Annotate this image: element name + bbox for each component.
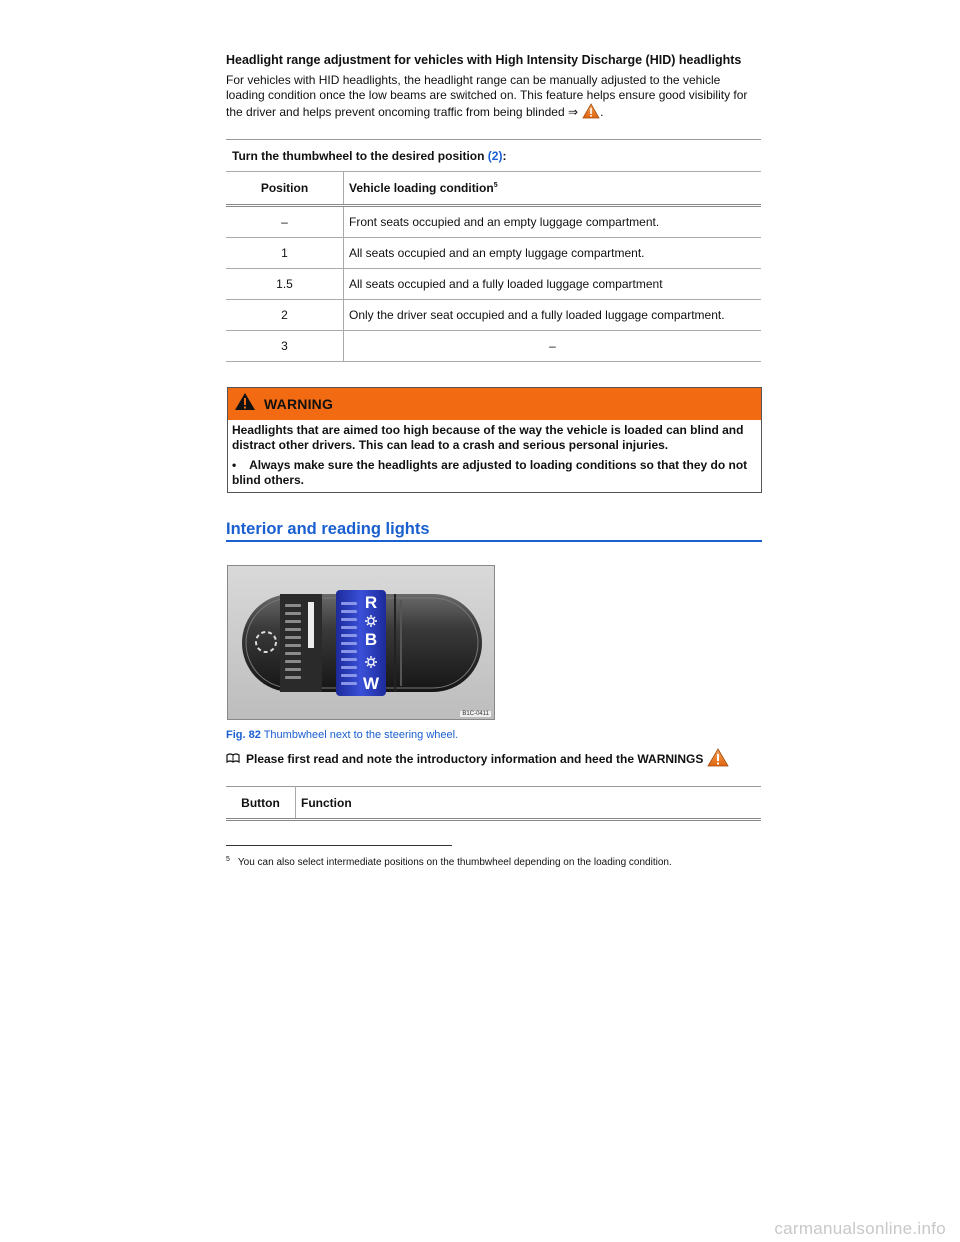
- table-row: [226, 331, 761, 362]
- read-note-text: Please first read and note the introductory information and heed the WARNINGS: [246, 752, 704, 766]
- warning-triangle-icon[interactable]: [582, 103, 600, 123]
- intro-paragraph: [226, 73, 762, 123]
- warning-label: WARNING: [264, 396, 334, 412]
- warning-triangle-icon[interactable]: [707, 748, 729, 770]
- position-cell: 2: [226, 300, 344, 331]
- loading-condition-table: [226, 139, 761, 362]
- table-header-row: [226, 172, 761, 206]
- caption-colon: :: [502, 148, 507, 163]
- caption-ref-link[interactable]: (2): [487, 148, 503, 163]
- warning-box: [227, 387, 762, 493]
- table-header-row: [226, 787, 761, 820]
- table-caption-row: [226, 140, 761, 172]
- warning-triangle-icon: [234, 392, 256, 416]
- position-cell: –: [226, 206, 344, 238]
- footnote-divider: [226, 845, 452, 846]
- figure-number: Fig. 82: [226, 729, 261, 741]
- condition-cell: All seats occupied and a fully loaded luggage compartment: [344, 269, 762, 300]
- header-condition: [344, 172, 762, 206]
- intro-arrow: ⇒: [568, 105, 579, 119]
- wheel-letter-r: R: [364, 593, 378, 612]
- figure-caption-text: Thumbwheel next to the steering wheel.: [263, 729, 459, 741]
- warning-bullet-text: Always make sure the headlights are adjusted to loading conditions so that they do not blind others.: [232, 458, 748, 487]
- intro-end: .: [600, 105, 604, 119]
- bullet-mark: •: [232, 458, 237, 472]
- thumbwheel-figure: [227, 565, 495, 720]
- table-row: [226, 269, 761, 300]
- condition-cell: Front seats occupied and an empty luggage compartment.: [344, 206, 762, 238]
- intro-text: For vehicles with HID headlights, the headlight range can be manually adjusted to the vehicle loading condition once the low beams are switched on. This feature helps ensure good visibility for the driver and helps prevent oncoming traffic from being blinded: [226, 73, 748, 119]
- table-row: [226, 300, 761, 331]
- footnote: [226, 856, 672, 868]
- table-row: [226, 238, 761, 269]
- header-condition-text: Vehicle loading condition: [349, 181, 494, 195]
- watermark: carmanualsonline.info: [774, 1219, 946, 1238]
- figure-caption: [226, 729, 458, 741]
- warning-header: [228, 388, 761, 420]
- condition-cell: Only the driver seat occupied and a fully loaded luggage compartment.: [344, 300, 762, 331]
- warning-body: [228, 420, 761, 492]
- footnote-text: You can also select intermediate positions on the thumbwheel depending on the loading condition.: [237, 857, 672, 868]
- footnote-ref[interactable]: 5: [493, 182, 498, 189]
- table-caption: [226, 140, 761, 172]
- section-title: Headlight range adjustment for vehicles with High Intensity Discharge (HID) headlights: [226, 53, 742, 67]
- warning-bullet-item: [232, 458, 757, 488]
- wheel-letter-b: B: [364, 630, 378, 649]
- footnote-mark: 5: [226, 856, 230, 863]
- position-cell: 1: [226, 238, 344, 269]
- button-function-table: [226, 786, 761, 821]
- wheel-letter-w: W: [362, 674, 380, 693]
- header-button: Button: [226, 787, 296, 820]
- book-icon: [226, 752, 240, 766]
- condition-cell: –: [344, 331, 762, 362]
- header-position: Position: [226, 172, 344, 206]
- position-cell: 1.5: [226, 269, 344, 300]
- figure-code: B1C-0411: [462, 711, 489, 717]
- condition-cell: All seats occupied and an empty luggage compartment.: [344, 238, 762, 269]
- thumbwheel-illustration: [228, 566, 494, 719]
- caption-text: Turn the thumbwheel to the desired position: [232, 148, 485, 163]
- table-row: [226, 206, 761, 238]
- section-heading: Interior and reading lights: [226, 520, 762, 542]
- warning-text: Headlights that are aimed too high because of the way the vehicle is loaded can blind and distract other drivers. This can lead to a crash and serious personal injuries.: [232, 423, 744, 452]
- header-function: Function: [296, 787, 762, 820]
- read-note: [226, 748, 729, 770]
- position-cell: 3: [226, 331, 344, 362]
